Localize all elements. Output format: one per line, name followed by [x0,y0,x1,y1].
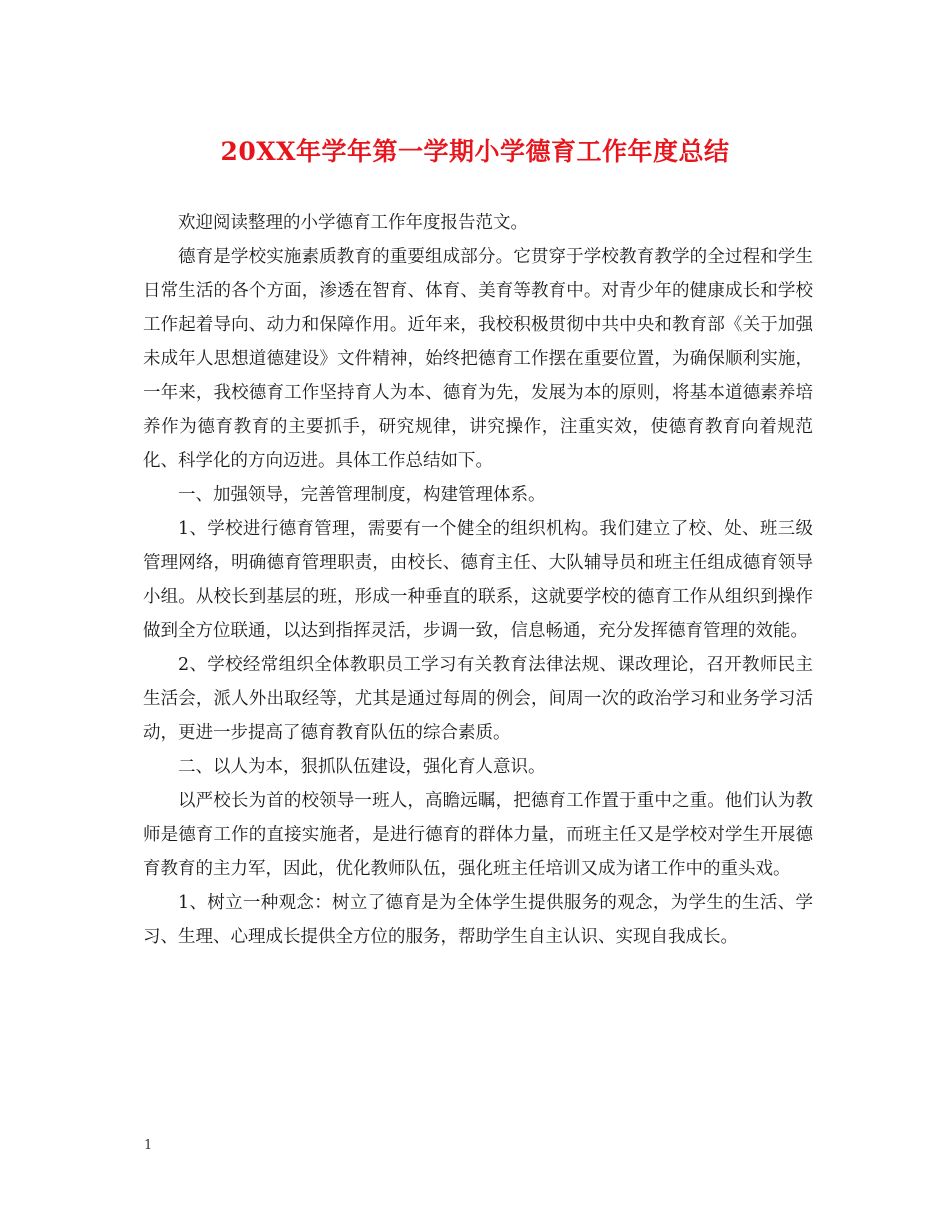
paragraph-management-1: 1、学校进行德育管理，需要有一个健全的组织机构。我们建立了校、处、班三级管理网络，明确德育管理职责，由校长、德育主任、大队辅导员和班主任组成德育领导小组。从校长到基层的班，形成一种垂直的联系，这就要学校的德育工作从组织到操作做到全方位联通，以达到指挥灵活，步调一致，信息畅通，充分发挥德育管理的效能。 [143,519,813,641]
section-heading-1: 一、加强领导，完善管理制度，构建管理体系。 [178,485,546,505]
document-body [143,206,813,954]
page-number: 1 [144,1138,153,1153]
paragraph-overview: 德育是学校实施素质教育的重要组成部分。它贯穿于学校教育教学的全过程和学生日常生活的各个方面，渗透在智育、体育、美育等教育中。对青少年的健康成长和学校工作起着导向、动力和保障作用。近年来，我校积极贯彻中共中央和教育部《关于加强未成年人思想道德建设》文件精神，始终把德育工作摆在重要位置，为确保顺利实施，一年来，我校德育工作坚持育人为本、德育为先，发展为本的原则，将基本道德素养培养作为德育教育的主要抓手，研究规律，讲究操作，注重实效，使德育教育向着规范化、科学化的方向迈进。具体工作总结如下。 [143,247,813,471]
paragraph-intro: 欢迎阅读整理的小学德育工作年度报告范文。 [178,213,528,233]
paragraph-concept: 1、树立一种观念：树立了德育是为全体学生提供服务的观念，为学生的生活、学习、生理、心理成长提供全方位的服务，帮助学生自主认识、实现自我成长。 [143,893,813,947]
section-heading-2: 二、以人为本，狠抓队伍建设，强化育人意识。 [178,757,546,777]
document-title: 20XX年学年第一学期小学德育工作年度总结 [220,137,730,166]
paragraph-management-2: 2、学校经常组织全体教职员工学习有关教育法律法规、课改理论，召开教师民主生活会，派人外出取经等，尤其是通过每周的例会，间周一次的政治学习和业务学习活动，更进一步提高了德育教育队伍的综合素质。 [143,655,813,743]
paragraph-team: 以严校长为首的校领导一班人，高瞻远瞩，把德育工作置于重中之重。他们认为教师是德育工作的直接实施者，是进行德育的群体力量，而班主任又是学校对学生开展德育教育的主力军，因此，优化教师队伍，强化班主任培训又成为诸工作中的重头戏。 [143,791,813,879]
